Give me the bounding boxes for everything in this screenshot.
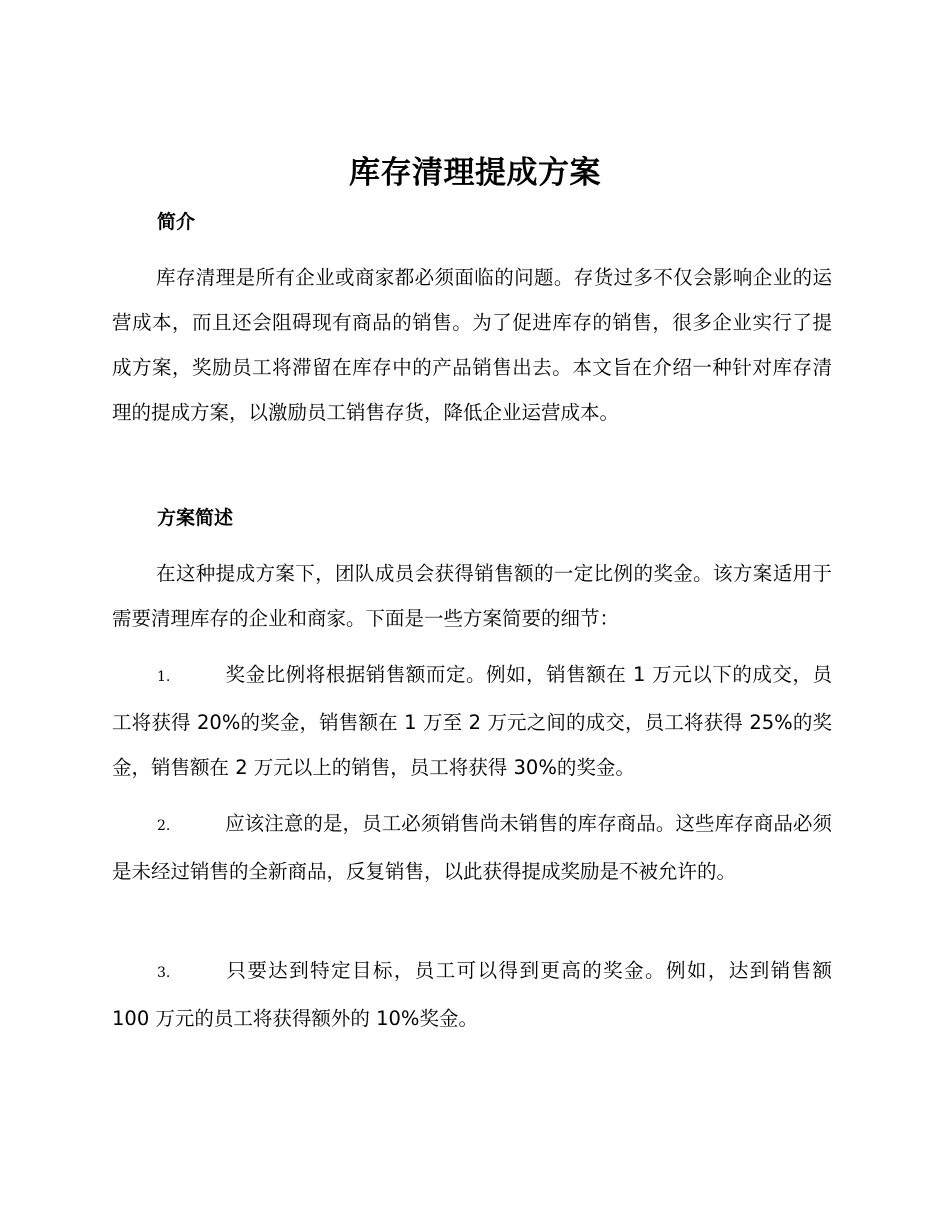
list-item-number: 3. (157, 965, 171, 981)
list-item-text: 只要达到特定目标，员工可以得到更高的奖金。例如，达到销售额 100 万元的员工将获得额外的 10%奖金。 (112, 959, 832, 1030)
list-item-number: 1. (157, 669, 171, 685)
list-item (112, 948, 832, 1041)
intro-paragraph: 库存清理是所有企业或商家都必须面临的问题。存货过多不仅会影响企业的运营成本，而且还会阻碍现有商品的销售。为了促进库存的销售，很多企业实行了提成方案，奖励员工将滞留在库存中的产品销售出去。本文旨在介绍一种针对库存清理的提成方案，以激励员工销售存货，降低企业运营成本。 (112, 266, 832, 424)
list-item (112, 652, 832, 790)
list-item-text: 应该注意的是，员工必须销售尚未销售的库存商品。这些库存商品必须是未经过销售的全新商品，反复销售，以此获得提成奖励是不被允许的。 (112, 812, 832, 883)
overview-paragraph: 在这种提成方案下，团队成员会获得销售额的一定比例的奖金。该方案适用于需要清理库存的企业和商家。下面是一些方案简要的细节： (112, 562, 832, 630)
section-heading-overview: 方案简述 (157, 507, 234, 529)
list-item-number: 2. (157, 818, 171, 834)
list-item-text: 奖金比例将根据销售额而定。例如，销售额在 1 万元以下的成交，员工将获得 20%的奖金，销售额在 1 万至 2 万元之间的成交，员工将获得 25%的奖金，销售额在 2 万元以上的销售，员工将获得 30%的奖金。 (112, 663, 832, 779)
list-item (112, 801, 832, 894)
section-heading-intro: 简介 (157, 211, 196, 233)
document-title: 库存清理提成方案 (349, 155, 601, 191)
